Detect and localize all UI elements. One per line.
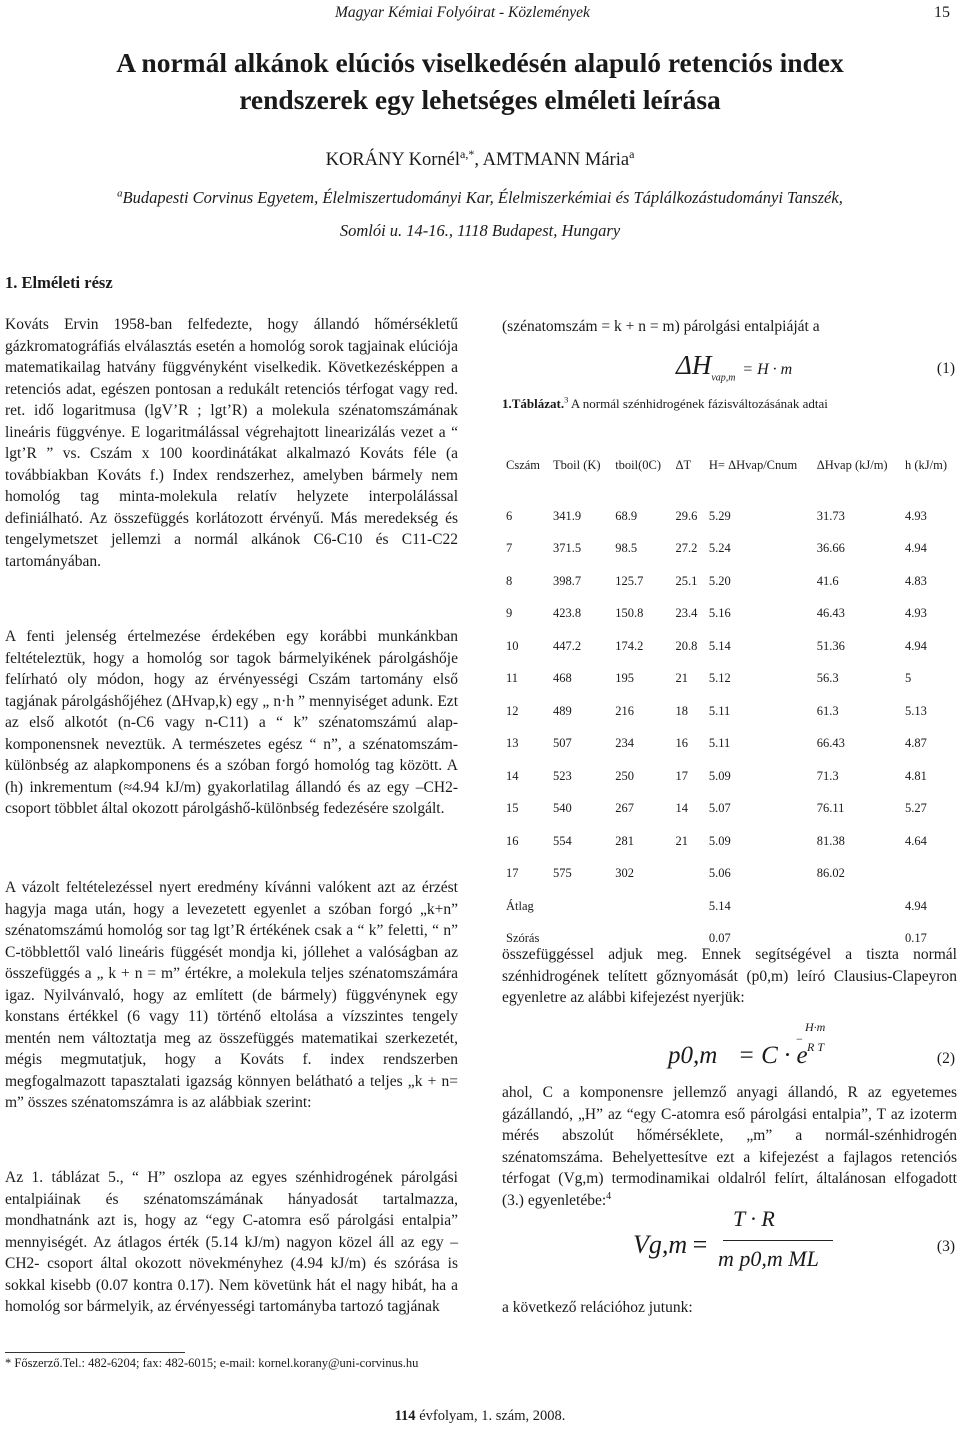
- table-cell: 17: [675, 768, 688, 783]
- title-line-2: rendszerek egy lehetséges elméleti leírása: [239, 84, 721, 115]
- th-h-kjm: h (kJ/m): [904, 457, 947, 472]
- author-1: KORÁNY Kornél: [325, 150, 461, 170]
- author-1-sup: a,*: [460, 146, 475, 161]
- bottom-volume: [0, 1408, 960, 1425]
- table-cell: 447.2: [553, 638, 582, 653]
- footnote-rule: [5, 1352, 185, 1353]
- table-cell: 36.66: [816, 541, 845, 556]
- table-cell: 5.14: [708, 898, 731, 913]
- table-cell: 4.94: [904, 898, 927, 913]
- table-cell: 423.8: [553, 606, 582, 621]
- left-paragraph-4: Az 1. táblázat 5., “ H” oszlopa az egyes szénhidrogének párolgási entalpiáinak és szénatomszámának hányadosát tartalmazza, mondhatnánk azt is, hogy az “egy C-atomra eső párolgási entalpia” mennyiségét. Az átlagos érték (5.14 kJ/m) nagyon közel áll az egy –CH2- csoport által okozott növekményhez (4.94 kJ/m) és szórása is sokkal kisebb (0.07 kontra 0.17). Nem kövеtünk hát el nagy hibát, ha a homológ sor bármelyik, az érvényességi tartományba tartozó tagjának: [5, 1169, 458, 1315]
- table-cell: 71.3: [816, 768, 839, 783]
- table-row: [502, 695, 957, 728]
- th-tboil: Tboil (K): [553, 457, 601, 472]
- eq1-number: (1): [936, 360, 955, 377]
- table-row: [502, 760, 957, 793]
- table-row: [502, 728, 957, 761]
- eq2-number: (2): [936, 1050, 955, 1067]
- table-cell: 15: [506, 801, 519, 816]
- table-cell: 4.94: [904, 541, 927, 556]
- table-cell: 5.13: [904, 703, 927, 718]
- table-cell: 61.3: [816, 703, 839, 718]
- eq3-equals: =: [691, 1230, 709, 1259]
- table-cell: [813, 890, 901, 923]
- table-cell: 4.93: [904, 508, 927, 523]
- table-cell: 16: [675, 736, 688, 751]
- table-cell: 20.8: [675, 638, 698, 653]
- equation-1: [676, 350, 793, 384]
- table-cell: 16: [506, 833, 519, 848]
- table-cell: 5.06: [708, 866, 731, 881]
- table-cell: 17: [506, 866, 519, 881]
- table-cell: 81.38: [816, 833, 845, 848]
- table-cell: 195: [615, 671, 634, 686]
- table-cell: 5.12: [708, 671, 731, 686]
- eq2-exp-num: H·m: [805, 1020, 826, 1034]
- table-cell: 125.7: [615, 573, 644, 588]
- table-cell: 5.16: [708, 606, 731, 621]
- table-cell: Szórás: [506, 931, 540, 946]
- authors: KORÁNY Kornél$^{a,*}$, AMTMANN Mária$^a$: [325, 146, 635, 170]
- table-cell: 51.36: [816, 638, 845, 653]
- table-cell: 5.11: [708, 736, 731, 751]
- th-tboil-c: tboil(0C): [615, 457, 662, 472]
- running-header: Magyar Kémiai Folyóirat - Közlemények: [335, 4, 590, 21]
- footnote: * Főszerző.Tel.: 482-6204; fax: 482-6015; e-mail: kornel.korany@uni-corvinus.hu: [5, 1356, 419, 1370]
- table-cell: 31.73: [816, 508, 845, 523]
- eq3-fraction-bar: [723, 1240, 833, 1241]
- table-cell: 14: [506, 768, 519, 783]
- volume-number: 114: [394, 1408, 416, 1424]
- table-cell: 523: [553, 768, 572, 783]
- table-cell: [611, 890, 671, 923]
- table-cell: 234: [615, 736, 634, 751]
- affiliation-line-1: Budapesti Corvinus Egyetem, Élelmiszertudományi Kar, Élelmiszerkémiai és Táplálkozástudományi Tanszék,: [122, 188, 843, 207]
- ref-sup: 4: [606, 1190, 612, 1202]
- table-caption-text: A normál szénhidrogének fázisváltozásának adtai: [570, 396, 828, 411]
- table-cell: 468: [553, 671, 572, 686]
- eq3-denominator: m p0,m ML: [718, 1246, 819, 1271]
- table-cell: 5.14: [708, 638, 731, 653]
- table-header-row: [502, 430, 957, 500]
- table-cell: 5.09: [708, 833, 731, 848]
- table-cell: 5.09: [708, 768, 731, 783]
- table-cell: 5.20: [708, 573, 731, 588]
- table-cell: 4.93: [904, 606, 927, 621]
- table-cell: 489: [553, 703, 572, 718]
- table-cell: 21: [675, 671, 688, 686]
- table-cell: 5.24: [708, 541, 731, 556]
- data-table: [502, 430, 957, 955]
- table-row: [502, 825, 957, 858]
- table-row: [502, 598, 957, 631]
- table-cell: Átlag: [506, 898, 534, 913]
- table-row: [502, 565, 957, 598]
- eq1-rhs: = H · m: [742, 361, 793, 378]
- eq1-lhs: ΔH: [676, 350, 712, 380]
- eq2-minus: −: [796, 1032, 803, 1046]
- table-cell: 302: [615, 866, 634, 881]
- table-cell: 29.6: [675, 508, 698, 523]
- table-cell: 4.87: [904, 736, 927, 751]
- table-cell: 12: [506, 703, 519, 718]
- table-row: [502, 500, 957, 533]
- th-delta-hvap: ΔHvap (kJ/m): [816, 457, 888, 472]
- table-cell: 8: [506, 573, 513, 588]
- table-cell: 554: [553, 833, 572, 848]
- table-cell: [671, 890, 704, 923]
- table-cell: 7: [506, 541, 513, 556]
- table-cell: 5.29: [708, 508, 731, 523]
- eq2-rhs: = C · e: [738, 1042, 808, 1069]
- table-cell: 6: [506, 508, 513, 523]
- table-cell: 5.11: [708, 703, 731, 718]
- table-cell: 540: [553, 801, 572, 816]
- table-cell: [901, 858, 957, 891]
- table-cell: 9: [506, 606, 513, 621]
- eq2-exp-den: R T: [807, 1040, 825, 1054]
- left-paragraph-3: A vázolt feltételezéssel nyert eredmény kívánni valókent azt az érzést hagyja maga után, hogy a levezetett egyenlet a szóban forgó „k+n” szénatomszámú homológ sor tag lgt’R értékének csak a “ k” feletti, “ n” C-többlettől való lineáris függését mondja ki, jóllehet a valóságban az összefüggés a „ k + n = m” értékre, a molekula teljes szénatomszámára igaz. Nyilvánvaló, hogy az említett (de bármely) függvénynek egy konstans értékkel (6 vagy 11) történő eltolása a vízszintes tengely mentén nem változtatja meg az összefüggés matematikai szerkezetét, mégis megmutatjuk, hogy a Kováts f. index rendszerben megfogalmazott tapasztalati igazság könnyen belátható a teljes „k + n= m” összes szénatomszámra is az alábbiak szerint:: [5, 879, 458, 1111]
- table-cell: 267: [615, 801, 634, 816]
- affiliation: [70, 181, 890, 247]
- table-cell: 68.9: [615, 508, 638, 523]
- table-cell: 341.9: [553, 508, 582, 523]
- table-cell: 13: [506, 736, 519, 751]
- table-caption-sup: 3: [564, 394, 569, 405]
- right-paragraph-after-eq2-text: ahol, C a komponensre jellemző anyagi állandó, R az egyetemes gázállandó, „H” az “egy C-atomra eső párolgási entalpia”, T az izoterm mérés abszolút hőmérséklete, „m” a normál-szénhidrogén szénatomszáma. Behelyettesítve ezt a kifejezést a fajlagos retenciós térfogat (Vg,m) termodinamikai oldalról felírt, általánosan elfogadott (3.) egyenletébe:: [502, 1084, 957, 1209]
- table-cell: [671, 858, 704, 891]
- table-cell: 25.1: [675, 573, 698, 588]
- right-paragraph-after-table: összefüggéssel adjuk meg. Ennek segítségével a tiszta normál szénhidrogének telített gőznyomását (p0,m) leíró Clausius-Clapeyron egyenletre az alábbi kifejezést nyerjük:: [502, 946, 957, 1006]
- table-cell: 21: [675, 833, 688, 848]
- table-cell: 150.8: [615, 606, 644, 621]
- affiliation-sup: a: [117, 187, 123, 200]
- eq2-lhs: p0,m: [668, 1042, 718, 1069]
- table-cell: 11: [506, 671, 519, 686]
- table-cell: 56.3: [816, 671, 839, 686]
- eq1-sub: vap,m: [711, 372, 736, 384]
- table-cell: 4.83: [904, 573, 927, 588]
- table-summary-row: [502, 890, 957, 923]
- table-cell: 0.07: [708, 931, 731, 946]
- equation-2: [668, 1018, 826, 1078]
- table-cell: 371.5: [553, 541, 582, 556]
- table-row: [502, 858, 957, 891]
- right-paragraph-after-eq2: [502, 1082, 957, 1211]
- table-cell: 10: [506, 638, 519, 653]
- table-cell: 98.5: [615, 541, 638, 556]
- table-cell: 5.27: [904, 801, 927, 816]
- table-cell: 41.6: [816, 573, 839, 588]
- left-paragraph-1: Kováts Ervin 1958-ban felfedezte, hogy állandó hőmérsékletű gázkromatográfiás elválasztás esetén a homológ sorok tagjainak elúciója matematikailag hatvány függvényként viselkedik. Következésképpen a retenciós adat, egészen pontosan a redukált retenciós térfogat vagy red. ret. idő logaritmusa (lgV’R ; lgt’R) a molekula szénatomszámának lineáris függvénye. E logaritmálással végrehajtott linearizálás vezet a “ lgt’R ” vs. Cszám x 100 koordinátákat alkalmazó Kováts féle (a továbbiakban Kováts f.) Index rendszerhez, amelyben bármely nem homológ tag minta-molekula relatív helyzete interpolálással definiálható. Az összefüggés korlátozott érvényű. Más meredekség és tengelymetszet jellemzi a normál alkánok C6-C10 és C11-C22 tartományában.: [5, 316, 458, 570]
- table-caption: [502, 396, 828, 412]
- table-cell: 23.4: [675, 606, 698, 621]
- table-cell: 14: [675, 801, 688, 816]
- table-cell: 5.07: [708, 801, 731, 816]
- table-cell: 575: [553, 866, 572, 881]
- table-row: [502, 630, 957, 663]
- table-body: [502, 500, 957, 955]
- table-cell: 507: [553, 736, 572, 751]
- page-number: 15: [934, 4, 950, 21]
- eq3-numerator: T · R: [733, 1206, 775, 1231]
- table-cell: 4.64: [904, 833, 927, 848]
- left-paragraph-2: A fenti jelenség értelmezése érdekében egy korábbi munkánkban feltételeztük, hogy a homológ sor tagok bármelyikének párolgáshője felírható oly módon, hogy az érvényességi Cszám tartomány első tagjának párolgáshőjéhez (ΔHvap,k) egy „ n·h ” mennyiséget adunk. Ezt az első alkotót (n-C6 vagy n-C11) a “ k” szénatomszámú alap-komponensnek neveztük. A természetes egész “ n”, a szénatomszám-különbség az alapkomponens és a szóban forgó homológ tag között. A (h) inkrementum (≈4.94 kJ/m) gyakorlatilag állandó és az egy –CH2- csoport többlet által okozott párolgáshő-különbség fedezésére szolgált.: [5, 628, 458, 817]
- table-cell: 4.94: [904, 638, 927, 653]
- table-row: [502, 533, 957, 566]
- eq3-number: (3): [936, 1238, 955, 1255]
- table-cell: 5: [904, 671, 912, 686]
- right-intro: (szénatomszám = k + n = m) párolgási entalpiáját a: [502, 318, 820, 335]
- table-cell: 27.2: [675, 541, 698, 556]
- table-cell: [549, 890, 611, 923]
- author-2: AMTMANN Mária: [482, 150, 630, 170]
- author-2-sup: a: [629, 146, 635, 161]
- table-cell: 46.43: [816, 606, 845, 621]
- right-closing: a következő relációhoz jutunk:: [502, 1299, 693, 1316]
- title-line-1: A normál alkánok elúciós viselkedésén alapuló retenciós index: [116, 47, 844, 78]
- th-h: H= ΔHvap/Cnum: [708, 457, 798, 472]
- table-cell: 4.81: [904, 768, 927, 783]
- table-cell: 281: [615, 833, 634, 848]
- article-title: [0, 44, 960, 118]
- table-cell: 216: [615, 703, 634, 718]
- table-cell: 18: [675, 703, 688, 718]
- table-cell: 398.7: [553, 573, 582, 588]
- volume-rest: évfolyam, 1. szám, 2008.: [415, 1408, 566, 1424]
- table-caption-label: 1.Táblázat.: [502, 396, 565, 411]
- table-cell: 174.2: [615, 638, 644, 653]
- table-cell: 86.02: [816, 866, 845, 881]
- th-cszam: Cszám: [506, 457, 541, 472]
- eq3-lhs: Vg,m: [633, 1230, 688, 1259]
- table-row: [502, 663, 957, 696]
- table-cell: 0.17: [904, 931, 927, 946]
- table-row: [502, 793, 957, 826]
- table-cell: 66.43: [816, 736, 845, 751]
- table-cell: 250: [615, 768, 634, 783]
- th-delta-t: ΔT: [675, 457, 692, 472]
- equation-3: [633, 1200, 833, 1290]
- affiliation-line-2: Somlói u. 14-16., 1118 Budapest, Hungary: [339, 221, 621, 240]
- section-title: 1. Elméleti rész: [5, 273, 113, 292]
- table-cell: 76.11: [816, 801, 845, 816]
